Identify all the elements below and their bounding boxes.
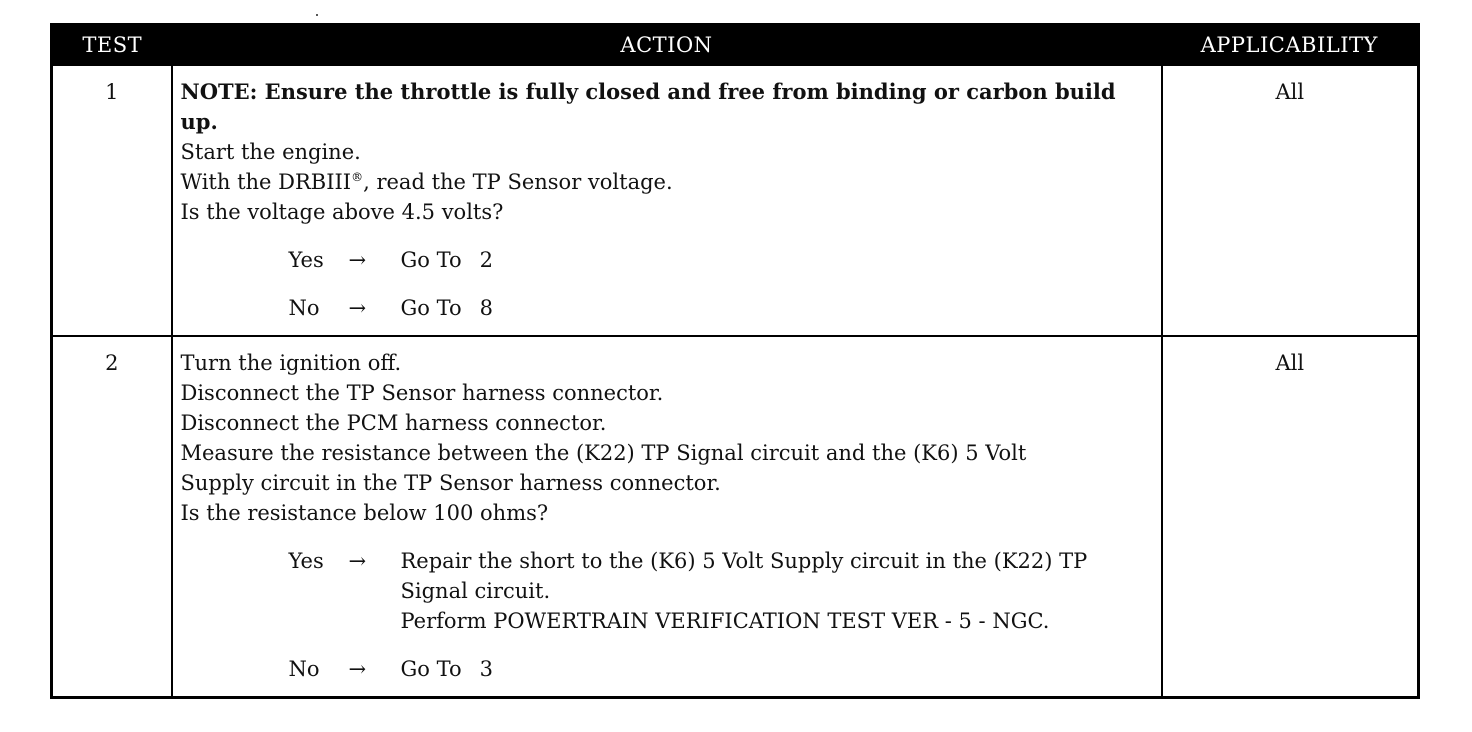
applicability-value: All — [1162, 336, 1419, 697]
arrow-icon: → — [348, 248, 367, 272]
step-text: Is the resistance below 100 ohms? — [180, 501, 549, 525]
goto-target: 8 — [479, 296, 493, 320]
outcome-label: Yes — [288, 248, 324, 272]
outcome-line: Repair the short to the (K6) 5 Volt Supply circuit in the (K22) TP — [400, 549, 1088, 573]
outcome-result — [401, 293, 1155, 323]
note-text: NOTE: Ensure the throttle is fully closed and free from binding or carbon build up. — [180, 79, 1116, 134]
registered-mark: ® — [351, 170, 364, 184]
goto-text: Go To — [400, 248, 462, 272]
table-row — [52, 65, 1419, 336]
action-cell — [172, 336, 1162, 697]
arrow-icon: → — [348, 549, 367, 573]
step-text: Disconnect the PCM harness connector. — [180, 411, 607, 435]
outcome-result — [401, 546, 1155, 636]
step-text: Is the voltage above 4.5 volts? — [180, 200, 504, 224]
step-text — [181, 167, 1155, 197]
action-cell — [172, 65, 1162, 336]
outcome-label: Yes — [288, 549, 324, 573]
outcome-line: Perform POWERTRAIN VERIFICATION TEST VER - 5 - NGC. — [400, 609, 1050, 633]
arrow-icon: → — [348, 657, 367, 681]
outcome-result — [401, 245, 1155, 275]
outcome-line: Signal circuit. — [400, 579, 551, 603]
diagnostic-test-table — [50, 23, 1420, 699]
goto-target: 3 — [479, 657, 493, 681]
table-row — [52, 336, 1419, 697]
step-text: Supply circuit in the TP Sensor harness connector. — [180, 471, 721, 495]
step-text-part: , read the TP Sensor voltage. — [363, 170, 673, 194]
outcome-result — [401, 654, 1155, 684]
test-number: 1 — [52, 65, 172, 336]
outcome-yes — [289, 245, 1155, 275]
step-text: Turn the ignition off. — [180, 351, 402, 375]
test-number: 2 — [52, 336, 172, 697]
header-row — [52, 25, 1419, 66]
header-test: TEST — [52, 25, 172, 66]
step-text: Disconnect the TP Sensor harness connector. — [180, 381, 664, 405]
applicability-value: All — [1162, 65, 1419, 336]
goto-text: Go To — [400, 657, 462, 681]
arrow-icon: → — [348, 296, 367, 320]
outcome-yes — [289, 546, 1155, 636]
step-text: Measure the resistance between the (K22) TP Signal circuit and the (K6) 5 Volt — [180, 441, 1027, 465]
step-text: Start the engine. — [180, 140, 361, 164]
outcome-no — [289, 293, 1155, 323]
goto-target: 2 — [479, 248, 493, 272]
step-text-part: With the DRBIII — [180, 170, 352, 194]
header-action: ACTION — [172, 25, 1162, 66]
outcome-label: No — [288, 296, 320, 320]
header-applicability: APPLICABILITY — [1162, 25, 1419, 66]
goto-text: Go To — [400, 296, 462, 320]
speck-mark — [316, 14, 318, 16]
outcome-label: No — [288, 657, 320, 681]
outcome-no — [289, 654, 1155, 684]
